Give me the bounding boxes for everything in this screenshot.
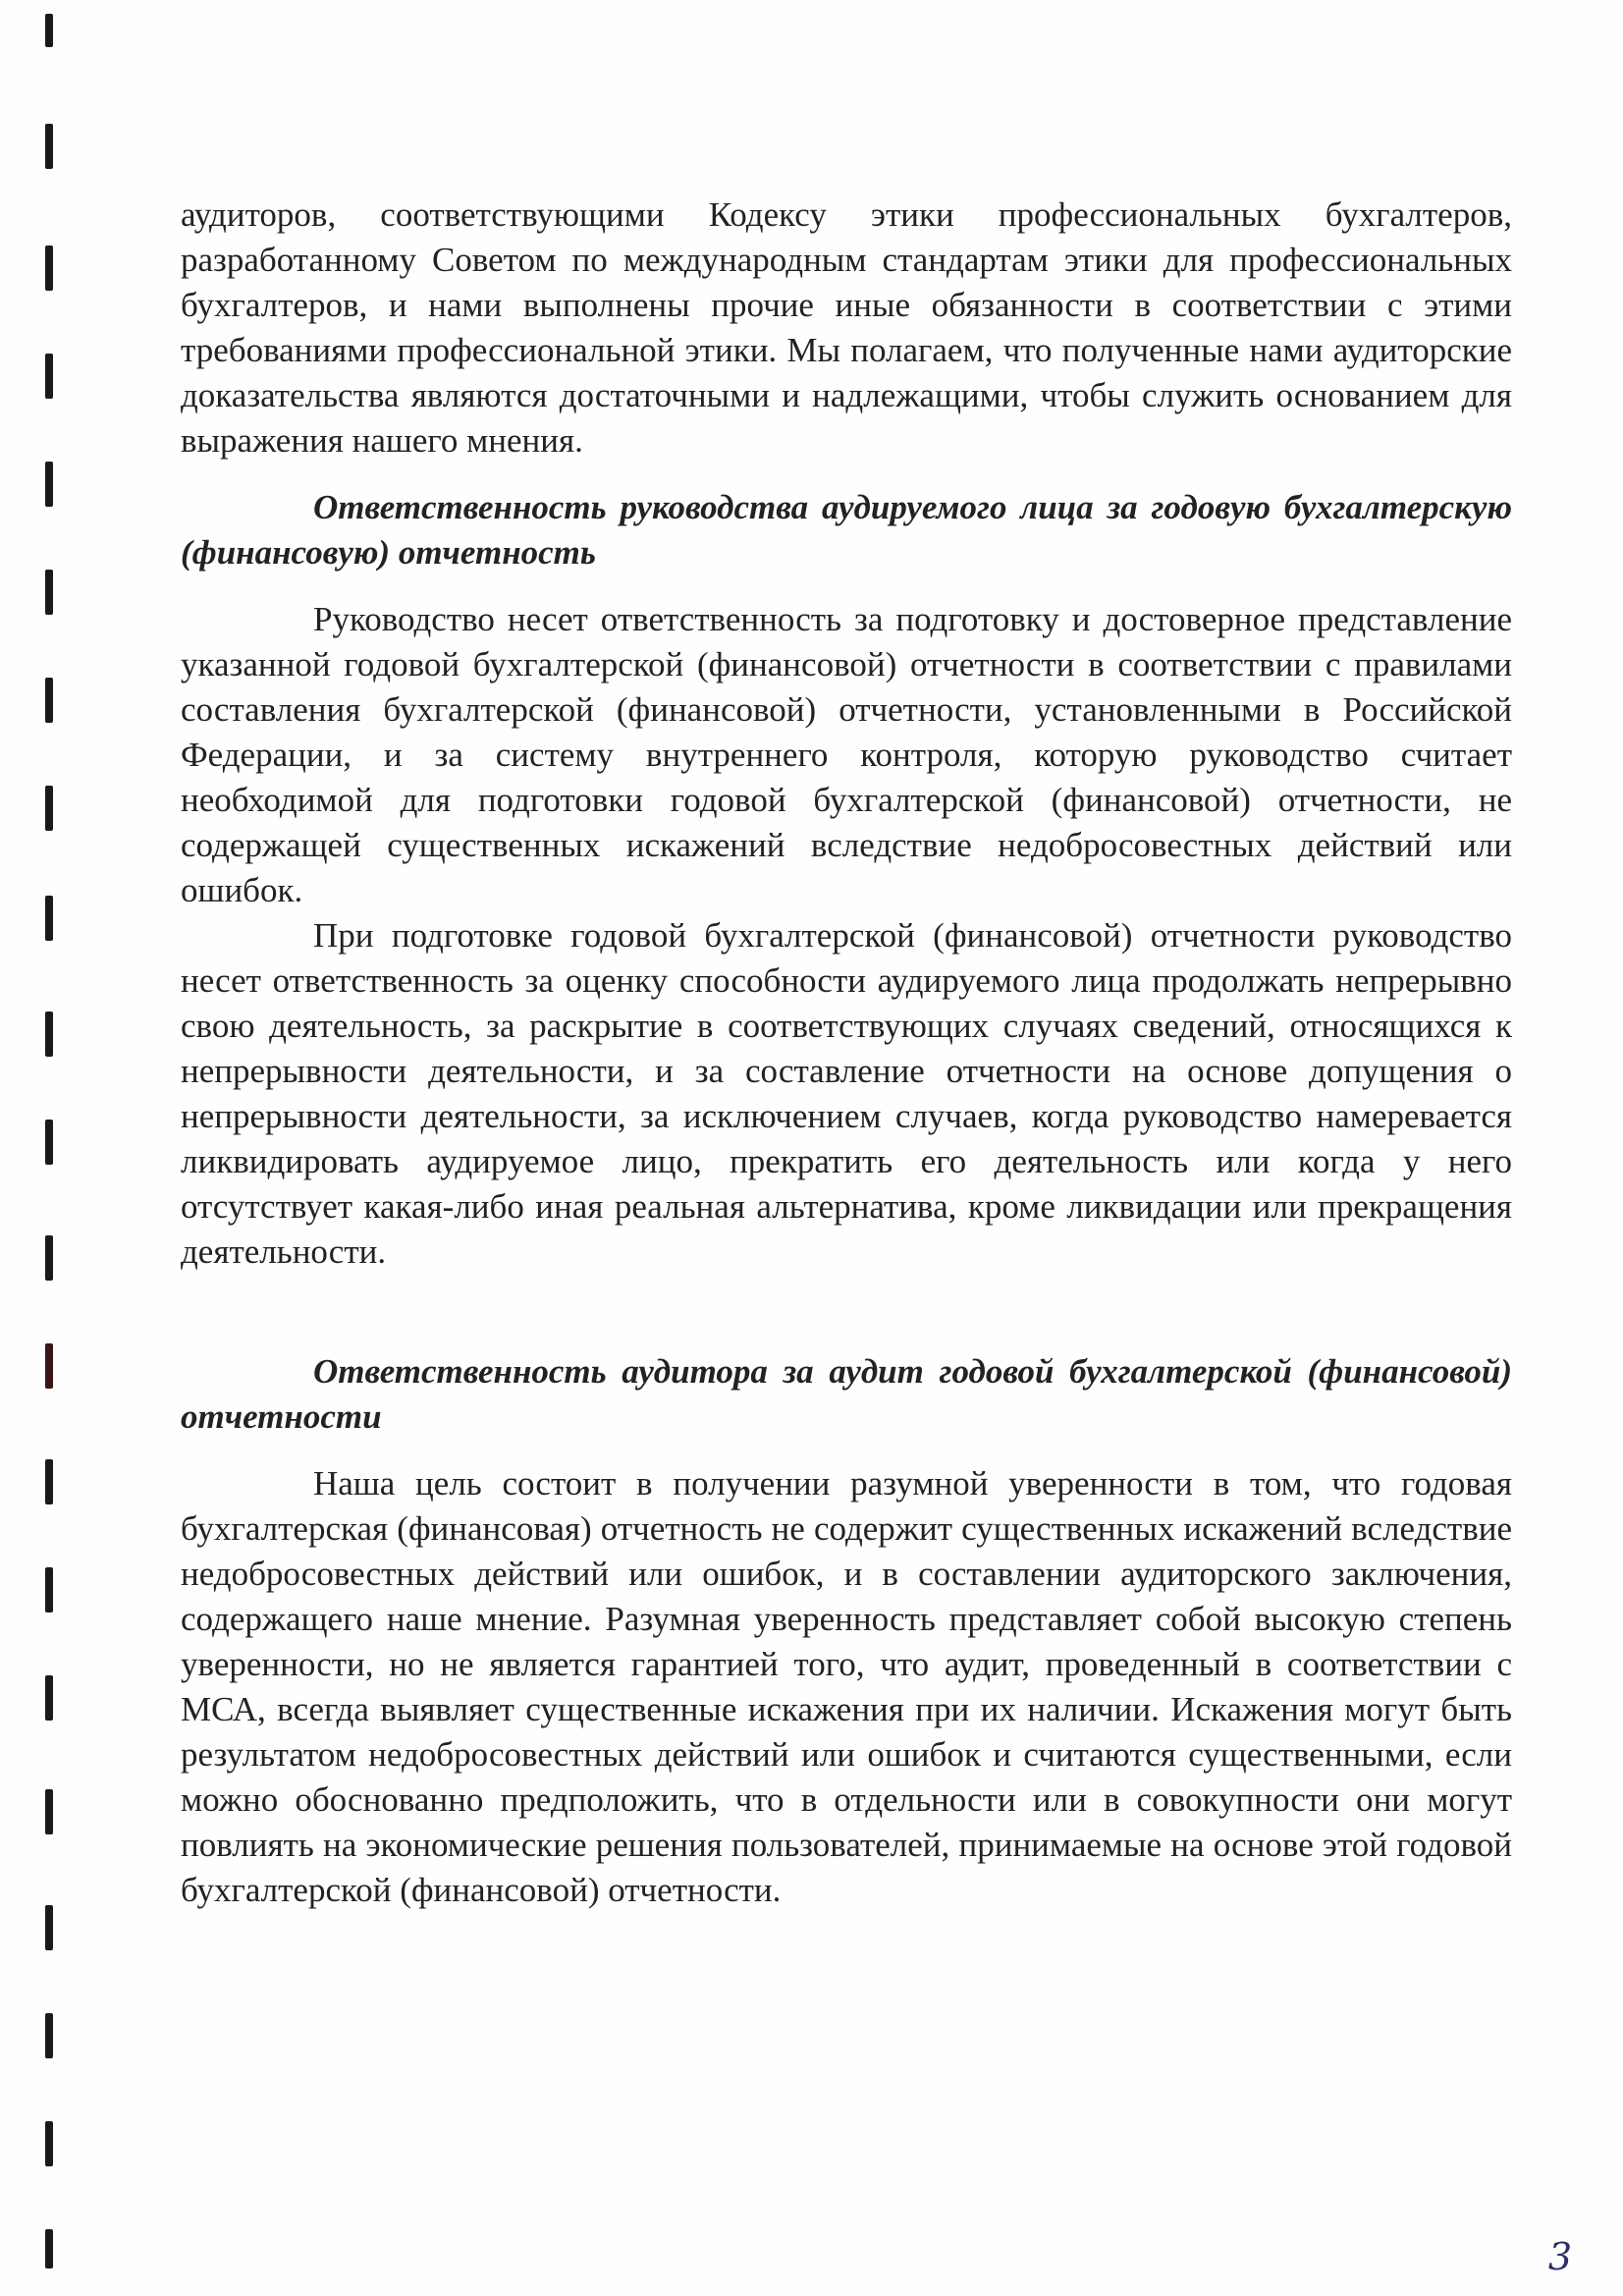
- binding-hole: [45, 1567, 53, 1613]
- section-heading-management: Ответственность руководства аудируемого лица за годовую бухгалтерскую (финансовую) отчетность: [181, 488, 1512, 572]
- binding-hole: [45, 1675, 53, 1721]
- binding-hole: [45, 1789, 53, 1834]
- binding-hole: [45, 786, 53, 831]
- binding-hole: [45, 1459, 53, 1504]
- binding-hole: [45, 570, 53, 615]
- management-paragraph-2: При подготовке годовой бухгалтерской (финансовой) отчетности руководство несет ответственность за оценку способности аудируемого лица продолжать непрерывно свою деятельность, за раскрытие в соответствующих случаях сведений, относящихся к непрерывности деятельности, и за составление отчетности на основе допущения о непрерывности деятельности, за исключением случаев, когда руководство намеревается ликвидировать аудируемое лицо, прекратить его деятельность или когда у него отсутствует какая-либо иная реальная альтернатива, кроме ликвидации или прекращения деятельности.: [181, 916, 1512, 1271]
- opening-paragraph: аудиторов, соответствующими Кодексу этики профессиональных бухгалтеров, разработанному Советом по международным стандартам этики для профессиональных бухгалтеров, и нами выполнены прочие иные обязанности в соответствии с этими требованиями профессиональной этики. Мы полагаем, что полученные нами аудиторские доказательства являются достаточными и надлежащими, чтобы служить основанием для выражения нашего мнения.: [181, 195, 1512, 460]
- binding-hole: [45, 1235, 53, 1281]
- document-body: [181, 192, 1512, 1913]
- binding-hole: [45, 1120, 53, 1165]
- auditor-paragraph-1: Наша цель состоит в получении разумной уверенности в том, что годовая бухгалтерская (финансовая) отчетность не содержит существенных искажений вследствие недобросовестных действий или ошибок, и в составлении аудиторского заключения, содержащего наше мнение. Разумная уверенность представляет собой высокую степень уверенности, но не является гарантией того, что аудит, проведенный в соответствии с МСА, всегда выявляет существенные искажения при их наличии. Искажения могут быть результатом недобросовестных действий или ошибок и считаются существенными, если можно обоснованно предположить, что в отдельности или в совокупности они могут повлиять на экономические решения пользователей, принимаемые на основе этой годовой бухгалтерской (финансовой) отчетности.: [181, 1464, 1512, 1909]
- binding-hole: [45, 2121, 53, 2166]
- binding-hole: [45, 1905, 53, 1950]
- binding-hole: [45, 354, 53, 399]
- binding-holes: [0, 0, 69, 2296]
- binding-hole: [45, 1343, 53, 1389]
- binding-hole: [45, 896, 53, 941]
- binding-hole: [45, 14, 53, 47]
- binding-hole: [45, 246, 53, 291]
- section-heading-auditor: Ответственность аудитора за аудит годовой бухгалтерской (финансовой) отчетности: [181, 1352, 1512, 1436]
- binding-hole: [45, 2013, 53, 2058]
- binding-hole: [45, 124, 53, 169]
- binding-hole: [45, 678, 53, 723]
- page-number: 3: [1547, 2235, 1572, 2278]
- binding-hole: [45, 2229, 53, 2269]
- management-paragraph-1: Руководство несет ответственность за подготовку и достоверное представление указанной годовой бухгалтерской (финансовой) отчетности в соответствии с правилами составления бухгалтерской (финансовой) отчетности, установленными в Российской Федерации, и за систему внутреннего контроля, которую руководство считает необходимой для подготовки годовой бухгалтерской (финансовой) отчетности, не содержащей существенных искажений вследствие недобросовестных действий или ошибок.: [181, 600, 1512, 909]
- binding-hole: [45, 462, 53, 507]
- binding-hole: [45, 1011, 53, 1057]
